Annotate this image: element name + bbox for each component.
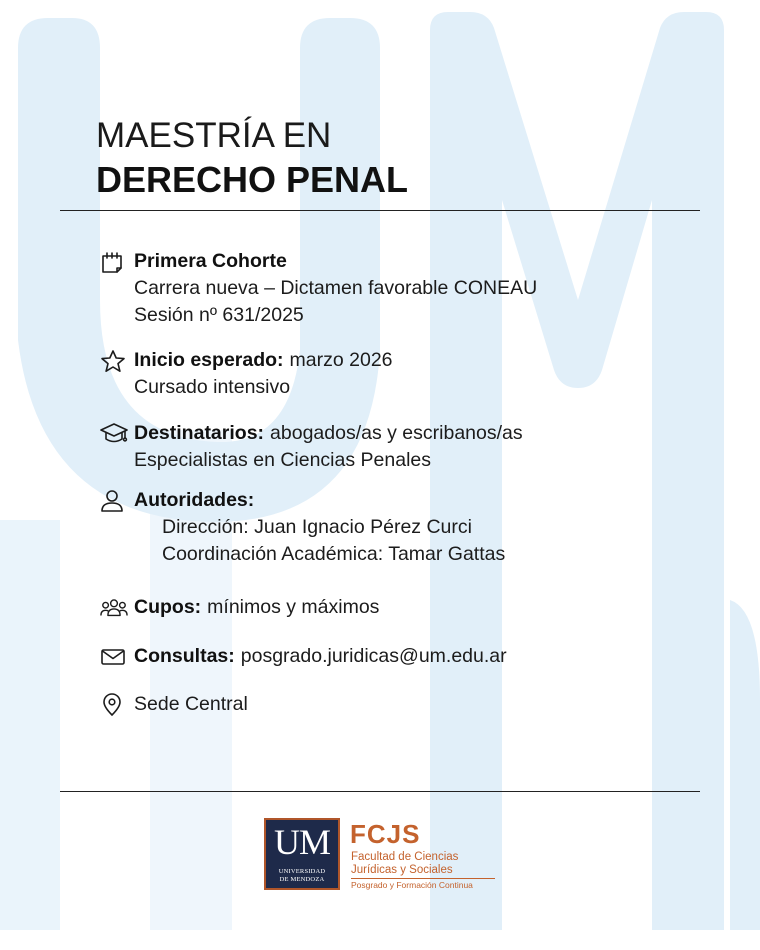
quota-value: mínimos y máximos [207, 596, 380, 618]
faculty-tagline: Posgrado y Formación Continua [351, 880, 473, 890]
info-item-contact [100, 643, 720, 670]
contact-email[interactable]: posgrado.juridicas@um.edu.ar [240, 645, 507, 667]
faculty-divider [351, 878, 495, 879]
bottom-divider [60, 791, 700, 792]
faculty-name-line-1: Facultad de Ciencias [351, 851, 459, 863]
person-icon [100, 489, 128, 513]
graduation-cap-icon [100, 422, 128, 446]
location-text: Sede Central [134, 693, 248, 715]
info-item-location [100, 691, 720, 718]
logo-sub-line-2: DE MENDOZA [279, 876, 325, 883]
authorities-coordinator: Coordinación Académica: Tamar Gattas [162, 543, 506, 565]
faculty-acronym: FCJS [350, 819, 421, 849]
title-line-1: MAESTRÍA EN [96, 116, 332, 155]
calendar-icon [100, 250, 128, 274]
quota-label: Cupos: [134, 596, 202, 618]
title-line-2: DERECHO PENAL [96, 159, 409, 200]
start-label: Inicio esperado: [134, 349, 284, 371]
group-icon [100, 596, 128, 620]
info-item-audience [100, 420, 720, 474]
cohort-detail-line-2: Sesión nº 631/2025 [134, 304, 304, 326]
info-item-quota [100, 594, 720, 621]
cohort-detail-line-1: Carrera nueva – Dictamen favorable CONEAU [134, 277, 538, 299]
audience-label: Destinatarios: [134, 422, 265, 444]
authorities-director: Dirección: Juan Ignacio Pérez Curci [162, 516, 472, 538]
audience-value: abogados/as y escribanos/as [270, 422, 523, 444]
location-pin-icon [100, 693, 128, 717]
info-item-cohort [100, 248, 720, 329]
start-value: marzo 2026 [289, 349, 393, 371]
cohort-label: Primera Cohorte [134, 250, 287, 272]
info-item-start [100, 347, 720, 401]
university-logo [264, 818, 340, 890]
star-icon [100, 349, 128, 373]
info-item-authorities [100, 487, 720, 568]
top-divider [60, 210, 700, 211]
logo-sub-line-1: UNIVERSIDAD [278, 868, 326, 875]
start-detail: Cursado intensivo [134, 376, 291, 398]
authorities-label: Autoridades: [134, 489, 255, 511]
faculty-name-line-2: Jurídicas y Sociales [351, 864, 453, 876]
audience-detail: Especialistas en Ciencias Penales [134, 449, 431, 471]
contact-label: Consultas: [134, 645, 235, 667]
logo-um-text: UM [273, 822, 330, 862]
envelope-icon [100, 645, 128, 669]
